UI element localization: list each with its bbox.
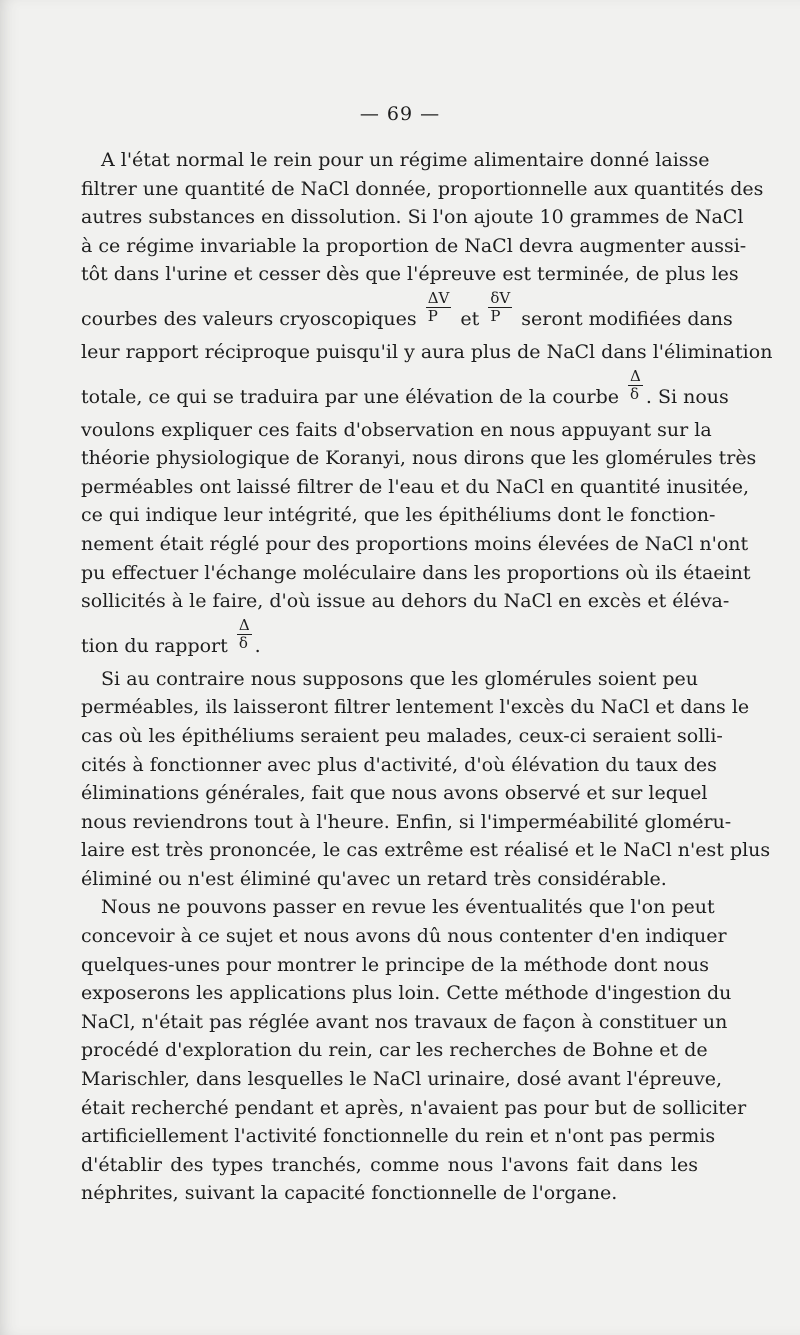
text-line: nement était réglé pour des proportions moins élevées de NaCl n'ont (81, 532, 749, 555)
text-line: procédé d'exploration du rein, car les recherches de Bohne et de (81, 1039, 708, 1062)
fraction (237, 618, 252, 651)
text-line: courbes des valeurs cryoscopiques $\frac{\Delta V}{P}$ et $\frac{\delta V}{P}$ seront modifiées dans (81, 289, 733, 330)
text-line: voulons expliquer ces faits d'observation en nous appuyant sur la (81, 418, 712, 441)
text-line: perméables ont laissé filtrer de l'eau et du NaCl en quantité inusitée, (81, 475, 750, 498)
page-number: — 69 — (359, 103, 441, 125)
text-line: Nous ne pouvons passer en revue les éventualités que l'on peut (101, 896, 715, 919)
text-line: exposerons les applications plus loin. Cette méthode d'ingestion du (81, 982, 732, 1005)
text-line: cités à fonctionner avec plus d'activité, d'où élévation du taux des (81, 753, 717, 776)
text-line: Marischler, dans lesquelles le NaCl urinaire, dosé avant l'épreuve, (81, 1068, 723, 1091)
text-line: cas où les épithéliums seraient peu malades, ceux-ci seraient solli- (81, 724, 723, 747)
text-line: Si au contraire nous supposons que les glomérules soient peu (101, 667, 698, 690)
paragraph (81, 665, 771, 894)
text-line: théorie physiologique de Koranyi, nous dirons que les glomérules très (81, 447, 757, 470)
text-line: pu effectuer l'échange moléculaire dans les proportions où ils étaeint (81, 561, 751, 584)
fraction-numerator: Δ (238, 616, 250, 635)
fraction (426, 291, 452, 324)
text-line: était recherché pendant et après, n'avaient pas pour but de solliciter (81, 1096, 747, 1119)
text-line: autres substances en dissolution. Si l'on ajoute 10 grammes de NaCl (81, 206, 744, 229)
text-line: quelques-unes pour montrer le principe de la méthode dont nous (81, 953, 709, 976)
text-line: à ce régime invariable la proportion de NaCl devra augmenter aussi- (81, 234, 747, 257)
fraction-denominator: P (490, 307, 501, 326)
text-line: éliminé ou n'est éliminé qu'avec un retard très considérable. (81, 867, 667, 890)
text-line: tôt dans l'urine et cesser dès que l'épreuve est terminée, de plus les (81, 263, 739, 286)
text-line: artificiellement l'activité fonctionnelle du rein et n'ont pas permis (81, 1125, 716, 1148)
fraction (628, 369, 643, 402)
fraction-numerator: δV (490, 289, 511, 308)
text-line: NaCl, n'était pas réglée avant nos travaux de façon à constituer un (81, 1010, 728, 1033)
fraction-denominator: δ (238, 634, 248, 653)
text-line: perméables, ils laisseront filtrer lentement l'excès du NaCl et dans le (81, 696, 750, 719)
text-line: néphrites, suivant la capacité fonctionnelle de l'organe. (81, 1182, 618, 1205)
fraction-denominator: δ (630, 385, 640, 404)
fraction-numerator: Δ (630, 367, 641, 386)
text-line: sollicités à le faire, d'où issue au dehors du NaCl en excès et éléva- (81, 590, 730, 613)
text-line: totale, ce qui se traduira par une élévation de la courbe $\frac{\Delta}{\delta}$ . Si nous (81, 367, 729, 408)
text-line: éliminations générales, fait que nous avons observé et sur lequel (81, 782, 708, 805)
text-line: d'établir des types tranchés, comme nous l'avons fait dans les (81, 1153, 698, 1176)
paragraph (81, 893, 747, 1208)
text-line: A l'état normal le rein pour un régime alimentaire donné laisse (101, 149, 710, 171)
text-line: ce qui indique leur intégrité, que les épithéliums dont le fonction- (81, 504, 716, 527)
paragraph (81, 146, 773, 665)
text-line: laire est très prononcée, le cas extrême est réalisé et le NaCl n'est plus (81, 839, 771, 862)
text-line: filtrer une quantité de NaCl donnée, proportionnelle aux quantités des (81, 177, 764, 200)
text-line: concevoir à ce sujet et nous avons dû nous contenter d'en indiquer (81, 925, 727, 948)
text-body (81, 146, 773, 1208)
text-line: nous reviendrons tout à l'heure. Enfin, si l'imperméabilité gloméru- (81, 810, 732, 833)
text-line: leur rapport réciproque puisqu'il y aura plus de NaCl dans l'élimination (81, 340, 773, 363)
fraction-numerator: ΔV (427, 289, 450, 308)
text-line: tion du rapport $\frac{\Delta}{\delta}$ . (81, 616, 261, 657)
fraction (488, 291, 512, 324)
fraction-denominator: P (427, 307, 438, 326)
